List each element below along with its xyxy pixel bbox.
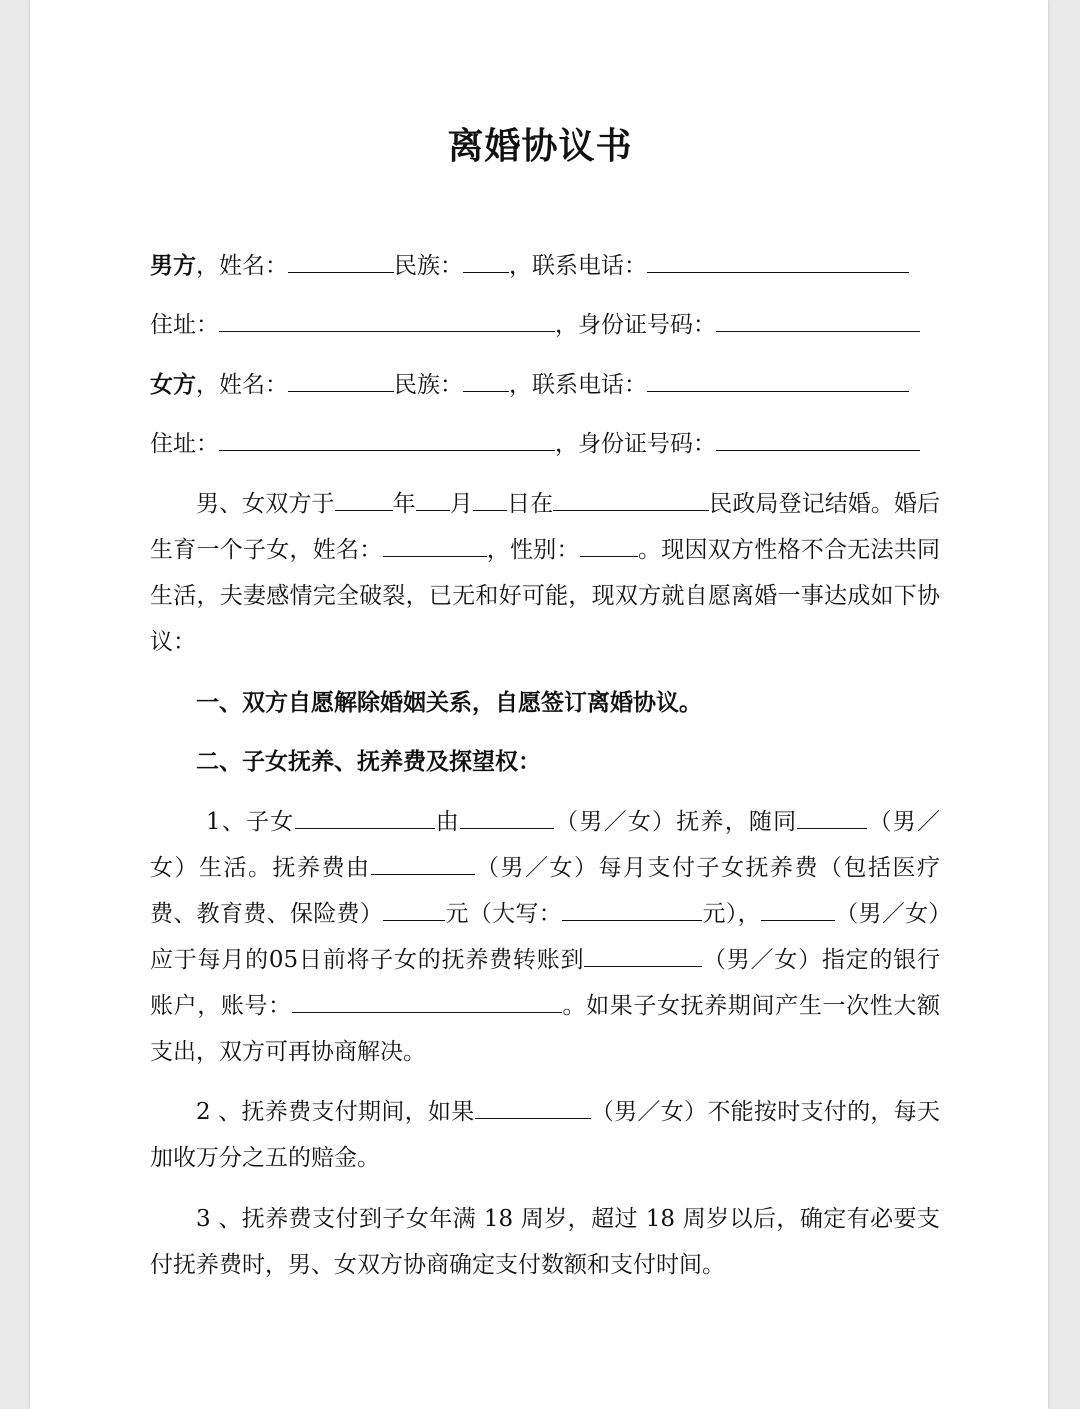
female-id-blank[interactable] (716, 428, 920, 451)
male-ethnicity-label: 民族： (394, 253, 463, 279)
male-id-blank[interactable] (716, 309, 920, 332)
child-blank[interactable] (295, 806, 435, 829)
male-phone-label: ，联系电话： (509, 253, 647, 279)
male-id-label: ，身份证号码： (555, 312, 716, 338)
clause-text: （男／女）应于每月的05日前将子女的抚养费转账到 (150, 901, 941, 973)
female-phone-label: ，联系电话： (509, 372, 647, 398)
clause-text: （男／女）指定的银行账户，账号： (150, 947, 940, 1019)
clause-3-paragraph (150, 1196, 940, 1288)
clause-text: （男／女）不能按时支付的，每天加收万分之五的赔金。 (150, 1099, 941, 1171)
section-2-text: 二、子女抚养、抚养费及探望权： (196, 748, 541, 775)
marriage-year-blank[interactable] (335, 488, 393, 511)
clause-2-paragraph (150, 1089, 940, 1181)
payer-blank[interactable] (371, 852, 475, 875)
male-ethnicity-blank[interactable] (463, 250, 509, 273)
intro-text: 。现因双方性格不合无法共同生活，夫妻感情完全破裂，已无和好可能，现双方就自愿离婚一事达成如下协议： (150, 537, 940, 655)
female-id-label: ，身份证号码： (555, 431, 716, 457)
female-address-blank[interactable] (219, 428, 555, 451)
clause-text: （男／女）抚养，随同 (553, 809, 798, 835)
responsible-party-blank[interactable] (761, 898, 835, 921)
account-number-blank[interactable] (292, 990, 562, 1013)
female-ethnicity-label: 民族： (394, 372, 463, 398)
female-ethnicity-blank[interactable] (463, 369, 509, 392)
male-party-label: 男方 (150, 252, 196, 279)
intro-text: 民政局登记结婚。婚后生育一个子女，姓名： (150, 491, 941, 563)
male-party-line (150, 250, 940, 282)
male-name-blank[interactable] (288, 250, 394, 273)
living-with-blank[interactable] (797, 806, 867, 829)
defaulting-party-blank[interactable] (475, 1096, 591, 1119)
clause-text: （男／女）生活。抚养费由 (150, 809, 941, 881)
clause-1-paragraph (150, 799, 940, 1075)
intro-paragraph (150, 481, 940, 665)
male-phone-blank[interactable] (647, 250, 909, 273)
intro-text: 月 (449, 491, 473, 517)
clause-text: 2 、抚养费支付期间，如果 (196, 1099, 475, 1125)
amount-blank[interactable] (383, 898, 445, 921)
document-title: 离婚协议书 (447, 125, 633, 167)
marriage-day-blank[interactable] (473, 488, 507, 511)
male-address-blank[interactable] (219, 309, 555, 332)
intro-text: ，性别： (486, 537, 580, 563)
female-party-line (150, 369, 940, 401)
clause-text: 元）， (702, 901, 761, 927)
male-name-label: ，姓名： (196, 253, 288, 279)
female-address-line (150, 428, 940, 460)
intro-text: 男、女双方于 (196, 491, 335, 517)
section-2-heading (150, 739, 940, 785)
clause-text: 3 、抚养费支付到子女年满 18 周岁，超过 18 周岁以后，确定有必要支付抚养费时，男、女双方协商确定支付数额和支付时间。 (150, 1206, 940, 1278)
amount-capital-blank[interactable] (562, 898, 702, 921)
section-1-text: 一、双方自愿解除婚姻关系，自愿签订离婚协议。 (196, 689, 702, 716)
marriage-month-blank[interactable] (416, 488, 450, 511)
clause-text: 1、子女 (206, 809, 295, 835)
clause-text: 元（大写： (445, 901, 563, 927)
female-phone-blank[interactable] (647, 369, 909, 392)
intro-text: 日在 (506, 491, 554, 517)
clause-text: （男／女）每月支付子女抚养费（包括医疗费、教育费、保险费） (150, 855, 940, 927)
female-name-label: ，姓名： (196, 372, 288, 398)
female-address-label: 住址： (150, 431, 219, 457)
recipient-blank[interactable] (584, 944, 702, 967)
child-gender-blank[interactable] (580, 534, 638, 557)
section-1-heading (150, 680, 940, 726)
custodian-blank[interactable] (460, 806, 554, 829)
female-party-label: 女方 (150, 371, 196, 398)
clause-text: 由 (434, 809, 460, 835)
intro-text: 年 (392, 491, 416, 517)
male-address-label: 住址： (150, 312, 219, 338)
female-name-blank[interactable] (288, 369, 394, 392)
civil-affairs-blank[interactable] (553, 488, 709, 511)
child-name-blank[interactable] (383, 534, 487, 557)
male-address-line (150, 309, 940, 341)
clause-text: 。如果子女抚养期间产生一次性大额支出，双方可再协商解决。 (150, 993, 941, 1065)
